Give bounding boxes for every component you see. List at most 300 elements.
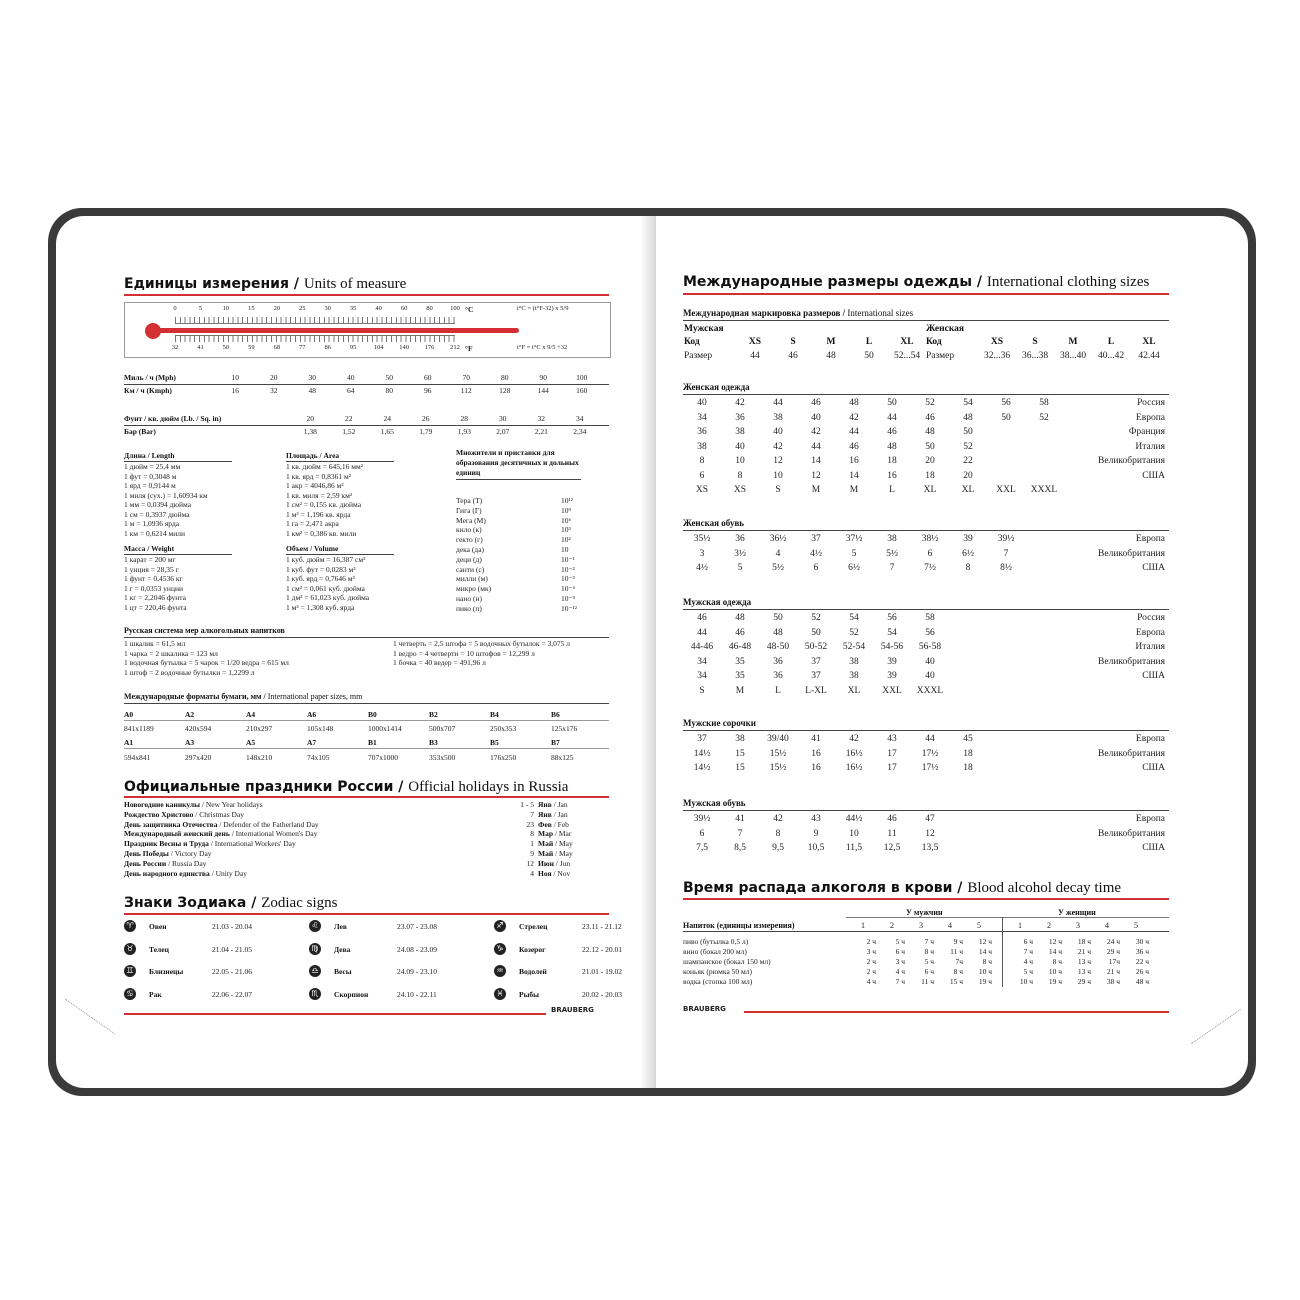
decay-men-value: 2 ч <box>866 937 876 946</box>
paper-format-name: A7 <box>307 738 317 747</box>
bar-value: 1,79 <box>419 427 433 436</box>
decay-women-value: 22 ч <box>1135 957 1149 966</box>
paper-format-size: 105x148 <box>307 724 334 733</box>
mens-shirts-cell: 16 <box>811 748 821 759</box>
paper-format-size: 250x353 <box>490 724 517 733</box>
men-size-label: Размер <box>684 351 713 361</box>
holiday-month: Июн / Jun <box>538 858 571 868</box>
womens-clothing-cell: 42 <box>811 427 821 437</box>
paper-format-name: A6 <box>307 710 317 719</box>
holiday-name-en: Defender of the Fatherland Day <box>223 819 319 829</box>
fahrenheit-scale <box>175 335 455 342</box>
mens-shoes-cell: 9,5 <box>772 843 784 853</box>
decay-col-women: 1 <box>1018 921 1022 930</box>
holiday-name: День Победы / Victory Day <box>124 848 212 858</box>
mens-shoes-cell: 11 <box>887 828 897 839</box>
bar-value: 1,38 <box>303 427 317 436</box>
womens-shoes-country: США <box>1142 563 1165 573</box>
holiday-month: Фев / Feb <box>538 819 569 829</box>
mens-shirts-cell: 15½ <box>769 748 787 759</box>
holiday-month-ru: Май <box>538 839 554 849</box>
mens-clothing-cell: 50 <box>773 613 783 623</box>
women-size: 40...42 <box>1097 351 1125 361</box>
celsius-tick: 10 <box>222 305 230 312</box>
womens-shoes-cell: 36 <box>735 534 745 544</box>
mens-shirts-country: Великобритания <box>1098 748 1165 759</box>
length-item: 1 см = 0,3937 дюйма <box>124 509 190 519</box>
volume-item: 1 куб. дюйм = 16,387 см³ <box>286 555 366 564</box>
mens-shoes-cell: 11,5 <box>845 843 863 853</box>
womens-clothing-cell: 14 <box>811 456 821 466</box>
paper-format-name: A3 <box>185 738 195 747</box>
area-item: 1 м² = 1,196 кв. ярда <box>286 509 351 519</box>
length-item: 1 мм = 0,0394 дюйма <box>124 500 192 509</box>
decay-women-value: 17ч <box>1108 957 1120 966</box>
decay-drink: шампанское (бокал 150 мл) <box>683 957 771 966</box>
womens-shoes-cell: 3½ <box>734 548 746 559</box>
mass-list <box>124 555 187 612</box>
men-size: 52...54 <box>893 351 921 361</box>
kmph-value: 144 <box>537 386 549 395</box>
paper-format-size: 176x250 <box>490 753 517 762</box>
holiday-day: 1 <box>530 839 534 849</box>
decay-women-value: 29 ч <box>1106 947 1120 956</box>
mens-clothing-cell: 54 <box>887 627 897 638</box>
zodiac-name: Дева <box>334 944 351 954</box>
length-item: 1 фут = 0,3048 м <box>124 471 177 481</box>
mens-shoes-cell: 12,5 <box>883 843 901 853</box>
holiday-name: День защитника Отечества / Defender of the Fatherland Day <box>124 819 319 829</box>
alcohol-decay-title: Время распада алкоголя в крови / Blood alcohol decay time <box>683 880 1122 896</box>
womens-shoes-cell: 5 <box>737 563 743 573</box>
womens-shoes-cell: 8 <box>965 563 971 573</box>
decay-col-women: 2 <box>1047 921 1051 930</box>
holiday-month-en: Jan <box>557 800 568 809</box>
decay-women-value: 14 ч <box>1048 947 1062 956</box>
womens-clothing-cell: 56 <box>1001 398 1011 408</box>
mph-value: 70 <box>462 373 470 382</box>
decay-women-value: 30 ч <box>1135 937 1149 946</box>
mens-clothing-cell: 39 <box>887 671 897 681</box>
volume-item: 1 м³ = 1,308 куб. ярда <box>286 602 355 612</box>
mens-shoes-cell: 8 <box>775 828 781 839</box>
womens-clothing-cell: 38 <box>697 441 707 452</box>
holiday-month-ru: Мар <box>538 829 553 839</box>
mens-shirts-cell: 41 <box>811 734 821 744</box>
mens-clothing-cell: XXL <box>882 685 902 696</box>
holiday-name-en: Russia Day <box>172 858 207 868</box>
mens-clothing-cell: 35 <box>735 671 745 681</box>
holiday-day: 7 <box>530 809 534 819</box>
mens-shirts-cell: 14½ <box>693 748 711 759</box>
decay-col-women: 5 <box>1134 921 1138 930</box>
power-item: 10⁻⁹ <box>561 593 576 603</box>
men-code: M <box>826 337 836 347</box>
womens-clothing-cell: 40 <box>697 398 707 408</box>
holiday-month-en: Nov <box>557 868 571 878</box>
paper-format-name: B1 <box>368 738 377 747</box>
holiday-name-en: New Year holidays <box>205 800 263 809</box>
holiday-day: 23 <box>526 819 534 829</box>
holiday-day: 12 <box>526 858 534 868</box>
holiday-name-ru: Новогодние каникулы <box>124 800 200 809</box>
decay-women-value: 4 ч <box>1023 957 1033 966</box>
womens-clothing-cell: 22 <box>963 456 973 466</box>
psi-value: 26 <box>422 414 430 423</box>
volume-list <box>286 555 369 612</box>
mens-shirts-cell: 43 <box>887 734 897 744</box>
men-code: XL <box>900 337 914 347</box>
paper-format-name: B6 <box>551 710 560 719</box>
womens-shoes-cell: 39½ <box>997 534 1015 544</box>
decay-women-value: 21 ч <box>1106 967 1120 976</box>
womens-shoes-cell: 35½ <box>693 534 711 544</box>
decay-women-value: 29 ч <box>1077 977 1091 986</box>
decay-drink: коньяк (рюмка 50 мл) <box>683 967 753 976</box>
fahrenheit-tick: 140 <box>399 344 409 351</box>
celsius-tick: 60 <box>400 305 408 312</box>
decay-women-value: 10 ч <box>1019 977 1033 986</box>
kmph-value: 160 <box>576 386 588 395</box>
decay-men-value: 11 ч <box>921 977 934 986</box>
womens-clothing-cell: 46 <box>811 398 821 408</box>
holiday-month-en: Mar <box>558 829 572 839</box>
womens-clothing-cell: 48 <box>887 441 897 452</box>
holiday-name-en: Victory Day <box>174 848 212 858</box>
mens-clothing-cell: 48 <box>735 613 745 623</box>
bar-label: Бар (Bar) <box>124 427 156 436</box>
zodiac-name: Лев <box>334 922 347 931</box>
holiday-month: Ноя / Nov <box>538 868 571 878</box>
mph-value: 80 <box>501 373 509 382</box>
womens-shoes-cell: 8½ <box>1000 563 1012 573</box>
mens-clothing-cell: 52 <box>849 627 859 638</box>
womens-clothing-cell: 50 <box>1001 412 1011 423</box>
mph-value: 40 <box>347 373 355 382</box>
womens-shoes-cell: 7 <box>889 563 895 573</box>
prefix-item: милли (м) <box>456 574 488 584</box>
decay-women-value: 38 ч <box>1106 977 1120 986</box>
mens-shoes-cell: 6 <box>699 828 705 839</box>
holiday-name-en: Christmas Day <box>199 809 245 819</box>
decay-drink: водка (стопка 100 мл) <box>683 977 753 986</box>
holiday-row <box>124 800 576 810</box>
prefix-item: пико (п) <box>456 603 482 613</box>
holiday-month-ru: Фев <box>538 819 552 829</box>
womens-shoes-cell: 4 <box>775 548 781 559</box>
mens-clothing-cell: 52-54 <box>842 642 866 652</box>
holiday-month-en: May <box>559 839 573 849</box>
zodiac-name: Водолей <box>519 967 547 976</box>
womens-clothing-country: Великобритания <box>1098 456 1165 466</box>
thermometer-box <box>124 302 611 358</box>
holiday-row <box>124 849 576 859</box>
alcohol-measures-col2 <box>393 639 570 668</box>
womens-clothing-cell: 12 <box>811 470 821 481</box>
alcohol-measure-item: 1 штоф = 2 водочные бутылки = 1,2299 л <box>124 667 255 677</box>
decay-men-value: 9 ч <box>953 937 963 946</box>
decay-men-value: 19 ч <box>978 977 992 986</box>
prefix-item: Гига (Г) <box>456 505 482 515</box>
holiday-name-ru: День России <box>124 858 167 868</box>
area-item: 1 акр = 4046,86 м² <box>286 481 344 490</box>
womens-shoes-cell: 6½ <box>848 563 860 573</box>
area-item: 1 кв. дюйм = 645,16 мм² <box>286 462 363 471</box>
decay-women-label: У женщин <box>1058 908 1096 917</box>
womens-clothing-cell: 52 <box>925 398 935 408</box>
mens-clothing-cell: S <box>699 685 705 696</box>
womens-clothing-cell: M <box>811 485 821 495</box>
mens-clothing-cell: 46 <box>735 627 745 638</box>
womens-shoes-cell: 5 <box>851 548 857 559</box>
womens-clothing-cell: 44 <box>773 398 783 408</box>
mens-clothing-cell: 58 <box>925 613 935 623</box>
decay-women-value: 7 ч <box>1023 947 1033 956</box>
womens-clothing-cell: 44 <box>849 427 859 437</box>
decay-women-value: 13 ч <box>1077 967 1091 976</box>
mens-clothing-cell: 36 <box>773 656 783 667</box>
kmph-label: Км / ч (Kmph) <box>124 386 172 395</box>
right-footer-rule <box>744 1011 1169 1013</box>
mens-clothing-cell: 54 <box>849 613 859 623</box>
decay-men-value: 4 ч <box>866 977 876 986</box>
right-brand-logo: BRAUBERG <box>683 1005 726 1013</box>
area-title: Площадь / Area <box>286 451 340 460</box>
bar-values <box>291 427 599 436</box>
power-item: 10⁹ <box>561 505 572 515</box>
decay-men-value: 10 ч <box>978 967 992 976</box>
decay-women-value: 48 ч <box>1135 977 1149 986</box>
corner-stitch-left <box>65 999 115 1034</box>
womens-shoes-cell: 7 <box>1003 548 1009 559</box>
womens-clothing-cell: XL <box>923 485 937 495</box>
paper-format-size: 1000x1414 <box>368 724 402 733</box>
mens-clothing-cell: 40 <box>925 671 935 681</box>
fahrenheit-tick: 59 <box>248 344 255 351</box>
decay-men-value: 2 ч <box>866 957 876 966</box>
mens-shirts-cell: 39/40 <box>767 734 789 744</box>
paper-format-name: A0 <box>124 710 134 719</box>
decay-women-value: 13 ч <box>1077 957 1091 966</box>
holiday-name-ru: Праздник Весны и Труда <box>124 839 209 849</box>
mens-clothing-cell: 46-48 <box>728 642 752 652</box>
prefix-rule <box>456 479 581 480</box>
power-item: 10¹² <box>561 496 573 505</box>
womens-shoes-cell: 6½ <box>962 548 974 559</box>
mens-shirts-country: Европа <box>1135 734 1165 744</box>
men-code: S <box>790 337 796 347</box>
women-code-label: Код <box>926 337 942 347</box>
prefix-item: дека (да) <box>456 544 485 554</box>
holiday-name: Рождество Христово / Christmas Day <box>124 809 245 819</box>
mens-shoes-cell: 9 <box>813 828 819 839</box>
fahrenheit-tick: 212 <box>450 344 460 351</box>
speed-rule <box>124 384 609 385</box>
aquarius-icon: ♒ <box>494 965 506 977</box>
prefix-item: Мега (М) <box>456 515 486 525</box>
men-code: L <box>865 337 873 347</box>
zodiac-dates: 22.06 - 22.07 <box>212 989 252 999</box>
power-item: 10⁻⁶ <box>561 584 576 594</box>
holiday-name-en: Unity Day <box>215 868 248 878</box>
mens-shoes-cell: 10,5 <box>807 843 825 853</box>
celsius-tick: 15 <box>248 305 255 312</box>
decay-men-value: 3 ч <box>866 947 876 956</box>
decay-women-value: 26 ч <box>1135 967 1149 976</box>
paper-row1-names <box>124 710 612 719</box>
womens-clothing-cell: 20 <box>925 456 935 466</box>
womens-clothing-cell: 44 <box>887 412 897 423</box>
zodiac-dates: 23.07 - 23.08 <box>397 922 437 931</box>
volume-title: Объем / Volume <box>286 544 339 553</box>
womens-clothing-cell: M <box>849 485 859 495</box>
mens-clothing-country: Великобритания <box>1098 656 1165 667</box>
fahrenheit-ticks <box>171 344 460 354</box>
mens-shoes-cell: 42 <box>773 814 783 824</box>
power-item: 10⁻¹ <box>561 554 575 564</box>
womens-clothing-cell: XS <box>733 485 747 495</box>
zodiac-name: Рыбы <box>519 989 540 999</box>
kmph-value: 112 <box>460 386 472 395</box>
decay-women-value: 8 ч <box>1052 957 1062 966</box>
womens-clothing-cell: XXL <box>996 485 1016 495</box>
mens-shoes-cell: 41 <box>735 814 745 824</box>
mens-clothing-cell: L-XL <box>805 685 827 696</box>
mens-clothing-cell: 40 <box>925 656 935 667</box>
area-item: 1 кв. ярд = 0,8361 м² <box>286 471 351 481</box>
celsius-tick: 80 <box>426 305 433 312</box>
kmph-values <box>216 386 601 395</box>
womens-clothing-cell: 50 <box>887 398 897 408</box>
men-code-label: Код <box>684 337 700 347</box>
mens-clothing-cell: 35 <box>735 656 745 667</box>
womens-shoes-cell: 5½ <box>886 548 898 559</box>
zodiac-name: Рак <box>149 989 162 999</box>
taurus-icon: ♉ <box>124 943 136 955</box>
holiday-month: Янв / Jan <box>538 800 568 809</box>
mens-shirts-cell: 45 <box>963 734 973 744</box>
womens-shoes-cell: 7½ <box>924 563 936 573</box>
mens-shirts-cell: 17½ <box>921 763 939 773</box>
holiday-name-ru: День народного единства <box>124 868 210 878</box>
mens-clothing-cell: 56 <box>887 613 897 623</box>
paper-format-name: A1 <box>124 738 134 747</box>
holiday-name-ru: Рождество Христово <box>124 809 194 819</box>
alcohol-measures-col1 <box>124 639 289 677</box>
prefix-item: нано (н) <box>456 593 482 603</box>
men-code: XS <box>748 337 762 347</box>
women-size: 42.44 <box>1138 351 1160 361</box>
kmph-value: 16 <box>231 386 239 395</box>
mens-clothing-cell: 56-58 <box>918 642 942 652</box>
mass-item: 1 карат = 200 мг <box>124 555 176 564</box>
kmph-value: 80 <box>385 386 393 395</box>
womens-clothing-cell: XL <box>961 485 975 495</box>
gemini-icon: ♊ <box>124 965 136 977</box>
decay-col-men: 1 <box>861 921 865 930</box>
celsius-scale <box>175 317 455 324</box>
mens-clothing-cell: 50-52 <box>804 642 828 652</box>
decay-women-value: 6 ч <box>1023 937 1033 946</box>
alcohol-measure-item: 1 ведро = 4 четверти = 10 штофов = 12,299 л <box>393 648 535 658</box>
womens-shoes-cell: 37 <box>811 534 821 544</box>
womens-shoes-cell: 38 <box>887 534 897 544</box>
mens-shirts-cell: 15½ <box>769 763 787 773</box>
womens-clothing-cell: 40 <box>773 427 783 437</box>
womens-clothing-cell: 40 <box>735 441 745 452</box>
zodiac-dates: 21.01 - 19.02 <box>582 967 622 976</box>
decay-women-value: 21 ч <box>1077 947 1091 956</box>
holiday-day: 9 <box>530 848 534 858</box>
decay-men-value: 6 ч <box>924 967 934 976</box>
paper-format-size: 74x105 <box>307 753 330 762</box>
womens-clothing-cell: 48 <box>849 398 859 408</box>
holidays-title: Официальные праздники России / Official holidays in Russia <box>124 779 569 795</box>
holiday-row <box>124 820 576 830</box>
kmph-value: 32 <box>270 386 278 395</box>
holiday-month-en: Jun <box>559 858 571 868</box>
bar-value: 1,52 <box>342 427 356 436</box>
decay-col-men: 2 <box>890 921 894 930</box>
left-footer-rule <box>124 1013 546 1015</box>
holiday-name-ru: День защитника Отечества <box>124 819 218 829</box>
paper-format-name: B0 <box>368 710 377 719</box>
celsius-tick: 35 <box>349 305 357 312</box>
womens-clothing-cell: XS <box>695 485 709 495</box>
zodiac-dates: 22.05 - 21.06 <box>212 967 252 976</box>
womens-clothing-cell: 38 <box>773 412 783 423</box>
holiday-name-en: International Women's Day <box>235 829 318 839</box>
womens-shoes-cell: 3 <box>699 548 705 559</box>
fahrenheit-tick: 176 <box>424 344 435 351</box>
mass-item: 1 кг = 2,2046 фунта <box>124 593 186 602</box>
clothing-title: Международные размеры одежды / International clothing sizes <box>683 274 1150 290</box>
mens-clothing-cell: M <box>735 685 745 696</box>
prefix-item: микро (мк) <box>456 584 492 594</box>
zodiac-dates: 20.02 - 20.03 <box>582 989 622 999</box>
womens-clothing-cell: 20 <box>963 470 973 481</box>
women-code: XL <box>1142 337 1156 347</box>
zodiac-dates: 24.10 - 22.11 <box>397 989 437 999</box>
prefix-title: Множители и приставки для образования десятичных и дольных единиц <box>456 448 579 477</box>
decay-men-value: 12 ч <box>978 937 992 946</box>
mens-clothing-cell: 52 <box>811 613 821 623</box>
decay-table <box>656 216 1248 1016</box>
womens-clothing-country: Европа <box>1135 412 1165 423</box>
decay-men-value: 5 ч <box>924 957 934 966</box>
mens-shirts-title: Мужские сорочки <box>683 718 756 728</box>
mens-shirts-cell: 37 <box>697 734 707 744</box>
celsius-tick: 0 <box>173 305 177 312</box>
holiday-month: Янв / Jan <box>538 809 568 819</box>
holiday-name: Новогодние каникулы / New Year holidays <box>124 800 263 809</box>
prefix-item: деци (д) <box>456 554 482 564</box>
decay-men-value: 14 ч <box>978 947 992 956</box>
mens-shoes-cell: 10 <box>849 828 859 839</box>
decay-men-value: 2 ч <box>866 967 876 976</box>
psi-value: 22 <box>345 414 353 423</box>
length-list <box>124 462 208 538</box>
alcohol-measures-title: Русская система мер алкогольных напитков <box>124 626 285 635</box>
holiday-month-en: Jan <box>557 809 568 819</box>
holiday-name: Международный женский день / International Women's Day <box>124 829 318 839</box>
psi-value: 24 <box>383 414 391 423</box>
power-item: 10⁻² <box>561 564 575 574</box>
decay-men-value: 7 ч <box>924 937 934 946</box>
men-size: 48 <box>826 351 836 361</box>
mens-shirts-cell: 18 <box>963 748 973 759</box>
womens-clothing-cell: 8 <box>737 470 743 481</box>
